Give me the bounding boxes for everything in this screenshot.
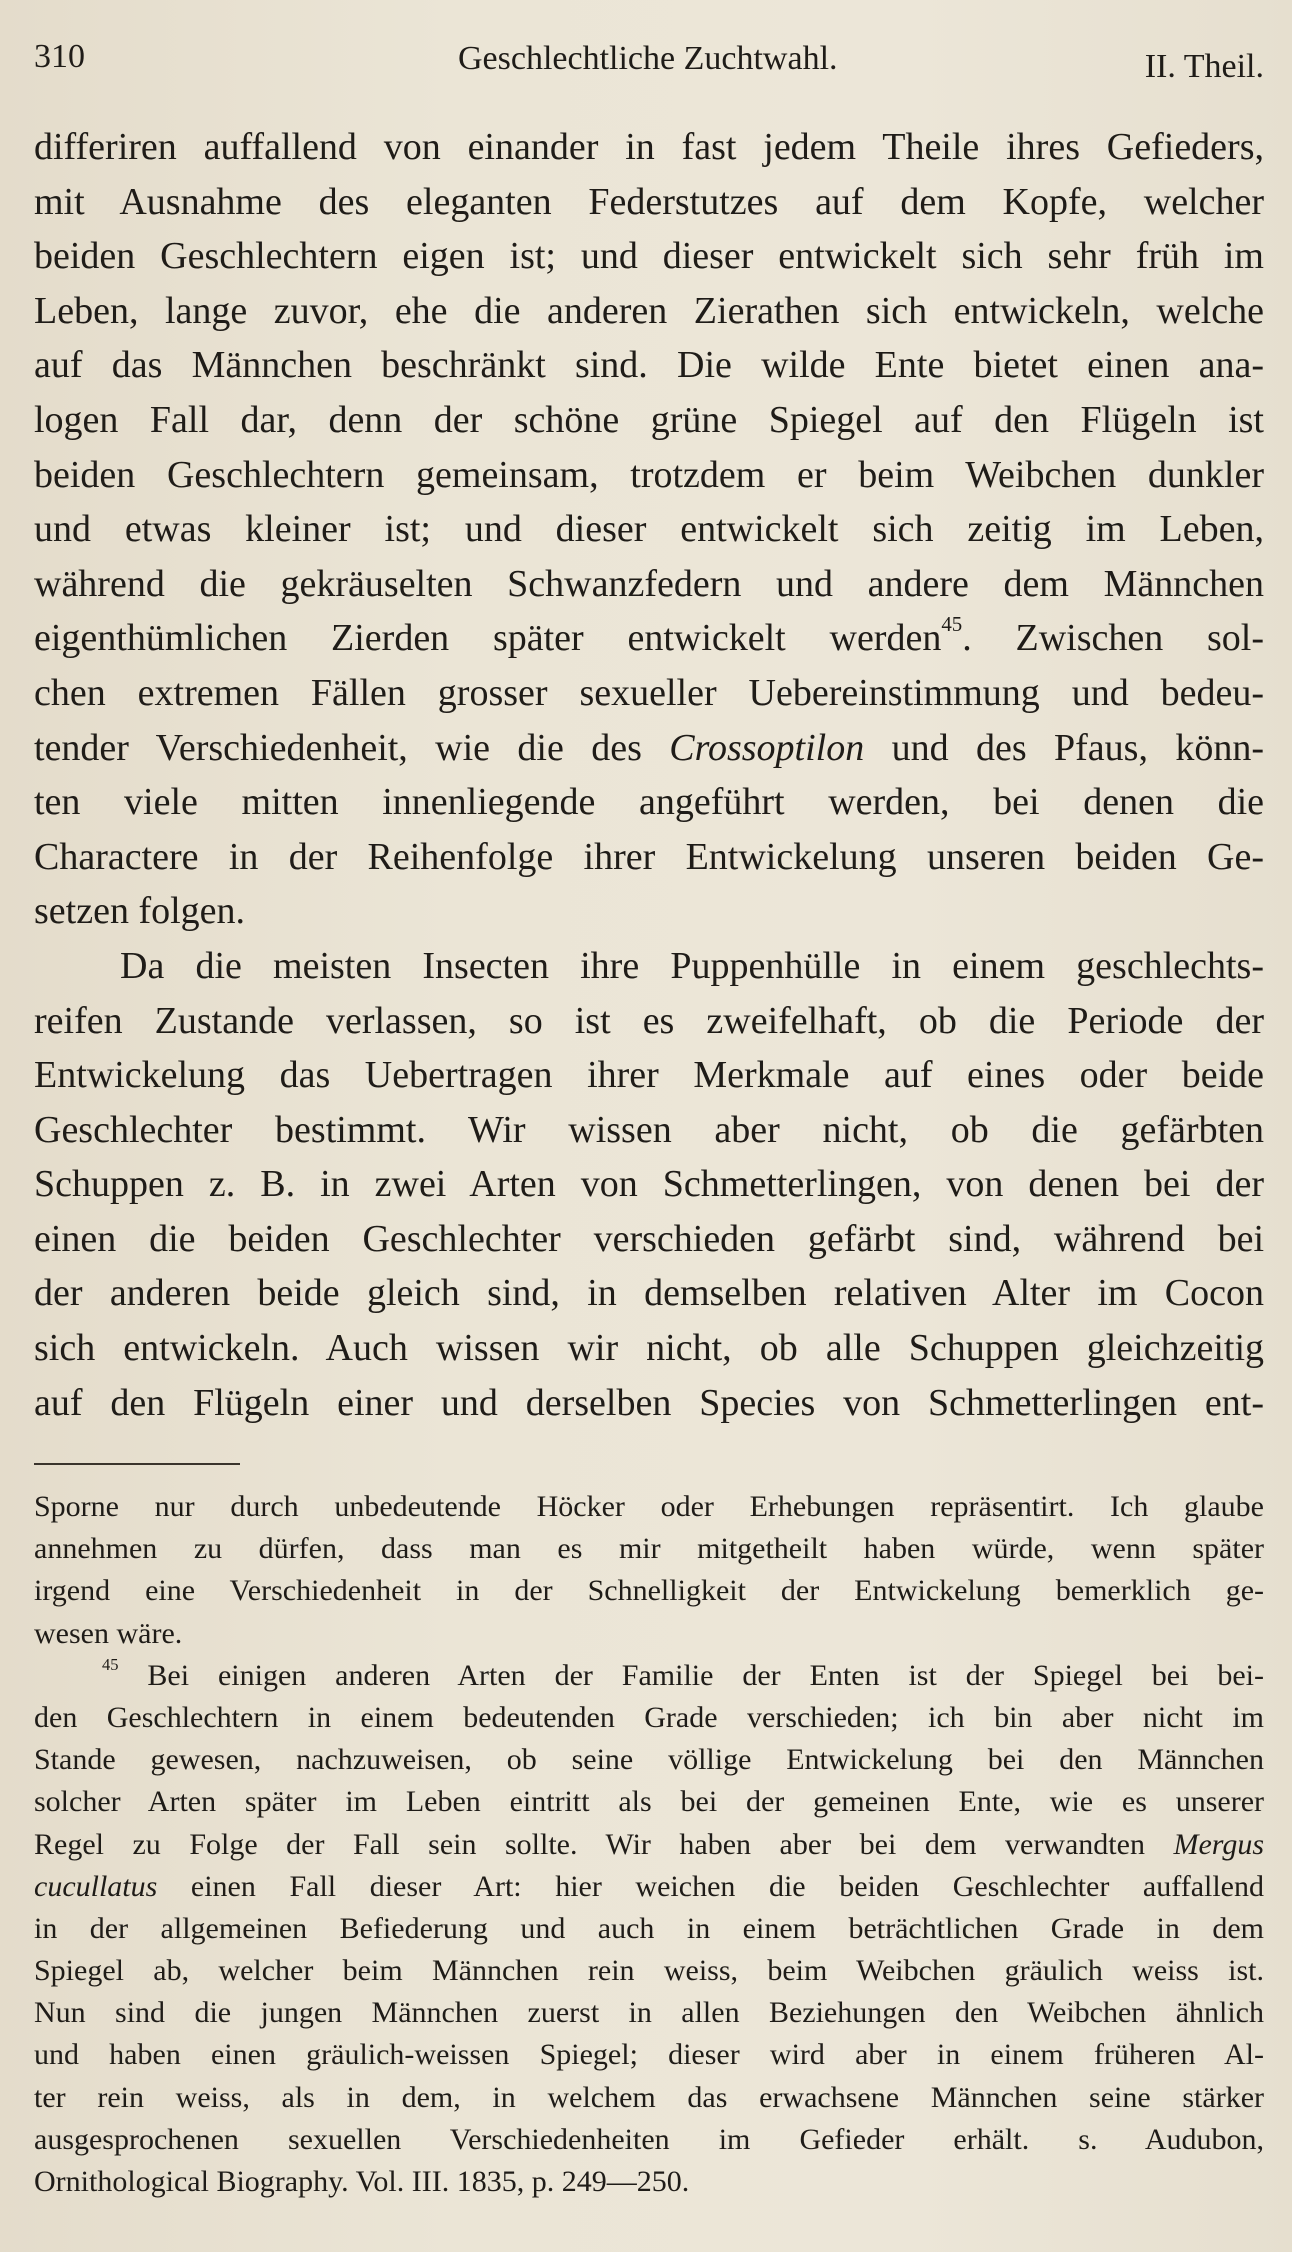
footnote-line: Ornithological Biography. Vol. III. 1835, p. 249—250. (34, 2165, 690, 2198)
footnote-line: wesen wäre. (34, 1616, 183, 1650)
text-line: setzen folgen. (34, 890, 246, 933)
footnote-divider (34, 1463, 240, 1465)
footnote-line: Spiegel ab, welcher beim Männchen rein weiss, beim Weibchen gräulich weiss ist. (34, 1954, 1264, 1988)
text-line: mit Ausnahme des eleganten Federstutzes auf dem Kopfe, welcher (34, 180, 1264, 223)
text-line (34, 721, 1264, 776)
text-line: einen die beiden Geschlechter verschieden gefärbt sind, während bei (34, 1217, 1264, 1260)
text-segment: Bei einigen anderen Arten der Familie der Enten ist der Spiegel bei bei- (147, 1658, 1264, 1692)
footnote-line (34, 1824, 1264, 1866)
text-line: chen extremen Fällen grosser sexueller Uebereinstimmung und bedeu- (34, 671, 1264, 714)
text-segment: . Zwischen sol- (962, 617, 1264, 660)
paragraph-1 (34, 120, 1264, 939)
text-line: differiren auffallend von einander in fast jedem Theile ihres Gefieders, (34, 126, 1264, 168)
text-line: Charactere in der Reihenfolge ihrer Entwickelung unseren beiden Ge- (34, 835, 1264, 878)
text-line: sich entwickeln. Auch wissen wir nicht, ob alle Schuppen gleichzeitig (34, 1327, 1264, 1370)
text-line: auf das Männchen beschränkt sind. Die wilde Ente bietet einen ana- (34, 344, 1264, 387)
text-line: während die gekräuselten Schwanzfedern und andere dem Männchen (34, 562, 1264, 605)
running-header (34, 28, 1264, 88)
footnote-line: ter rein weiss, als in dem, in welchem das erwachsene Männchen seine stärker (34, 2080, 1264, 2114)
text-segment: tender Verschiedenheit, wie die des (34, 726, 670, 769)
text-line: reifen Zustande verlassen, so ist es zweifelhaft, ob die Periode der (34, 999, 1264, 1042)
page-number: 310 (34, 38, 85, 75)
footnote-ref-45[interactable]: 45 (941, 612, 963, 637)
text-line: beiden Geschlechtern gemeinsam, trotzdem er beim Weibchen dunkler (34, 453, 1264, 496)
text-line: logen Fall dar, denn der schöne grüne Spiegel auf den Flügeln ist (34, 398, 1264, 441)
footnote-line: in der allgemeinen Befiederung und auch in einem beträchtlichen Grade in dem (34, 1911, 1264, 1945)
footnotes (34, 1486, 1264, 2203)
text-line (34, 611, 1264, 666)
footnote-line (34, 1655, 1264, 1697)
text-line: Geschlechter bestimmt. Wir wissen aber nicht, ob die gefärbten (34, 1108, 1264, 1151)
footnote-line: solcher Arten später im Leben eintritt als bei der gemeinen Ente, wie es unserer (34, 1785, 1264, 1819)
footnote-marker: 45 (102, 1654, 119, 1674)
paragraph-2 (34, 939, 1264, 1430)
species-name: Mergus (1173, 1827, 1264, 1861)
footnote-line: Sporne nur durch unbedeutende Höcker oder Erhebungen repräsentirt. Ich glaube (34, 1490, 1264, 1523)
text-segment: einen Fall dieser Art: hier weichen die beiden Geschlechter auffallend (157, 1869, 1264, 1903)
text-line: Schuppen z. B. in zwei Arten von Schmetterlingen, von denen bei der (34, 1163, 1264, 1206)
footnote-line: Stande gewesen, nachzuweisen, ob seine völlige Entwickelung bei den Männchen (34, 1743, 1264, 1777)
footnote-line: den Geschlechtern in einem bedeutenden Grade verschieden; ich bin aber nicht im (34, 1700, 1264, 1734)
footnote-continued (34, 1486, 1264, 1655)
text-line: Da die meisten Insecten ihre Puppenhülle in einem geschlechts- (120, 944, 1264, 987)
text-segment: und des Pfaus, könn- (864, 726, 1264, 769)
text-line: und etwas kleiner ist; und dieser entwickelt sich zeitig im Leben, (34, 508, 1264, 551)
text-segment: Regel zu Folge der Fall sein sollte. Wir haben aber bei dem verwandten (34, 1827, 1174, 1861)
text-line: Entwickelung das Uebertragen ihrer Merkmale auf eines oder beide (34, 1054, 1264, 1097)
main-text (34, 120, 1264, 1430)
footnote-line: annehmen zu dürfen, dass man es mir mitgetheilt haben würde, wenn später (34, 1532, 1264, 1566)
footnote-line: und haben einen gräulich-weissen Spiegel; dieser wird aber in einem früheren Al- (34, 2038, 1264, 2072)
text-line: der anderen beide gleich sind, in demselben relativen Alter im Cocon (34, 1272, 1264, 1315)
footnote-45 (34, 1655, 1264, 2203)
part-label: II. Theil. (1144, 48, 1264, 85)
footnote-line (34, 1866, 1264, 1908)
species-name: Crossoptilon (669, 726, 865, 769)
text-line: auf den Flügeln einer und derselben Species von Schmetterlingen ent- (34, 1381, 1264, 1424)
text-line: beiden Geschlechtern eigen ist; und dieser entwickelt sich sehr früh im (34, 235, 1264, 278)
species-name: cucullatus (34, 1869, 158, 1903)
footnote-line: irgend eine Verschiedenheit in der Schnelligkeit der Entwickelung bemerklich ge- (34, 1574, 1264, 1608)
text-segment: eigenthümlichen Zierden später entwickelt werden (34, 617, 942, 660)
running-title: Geschlechtliche Zuchtwahl. (458, 40, 838, 77)
footnote-line: Nun sind die jungen Männchen zuerst in allen Beziehungen den Weibchen ähnlich (34, 1996, 1264, 2030)
text-line: ten viele mitten innenliegende angeführt werden, bei denen die (34, 781, 1264, 824)
footnote-line: ausgesprochenen sexuellen Verschiedenheiten im Gefieder erhält. s. Audubon, (34, 2122, 1264, 2156)
text-line: Leben, lange zuvor, ehe die anderen Zierathen sich entwickeln, welche (34, 289, 1264, 332)
